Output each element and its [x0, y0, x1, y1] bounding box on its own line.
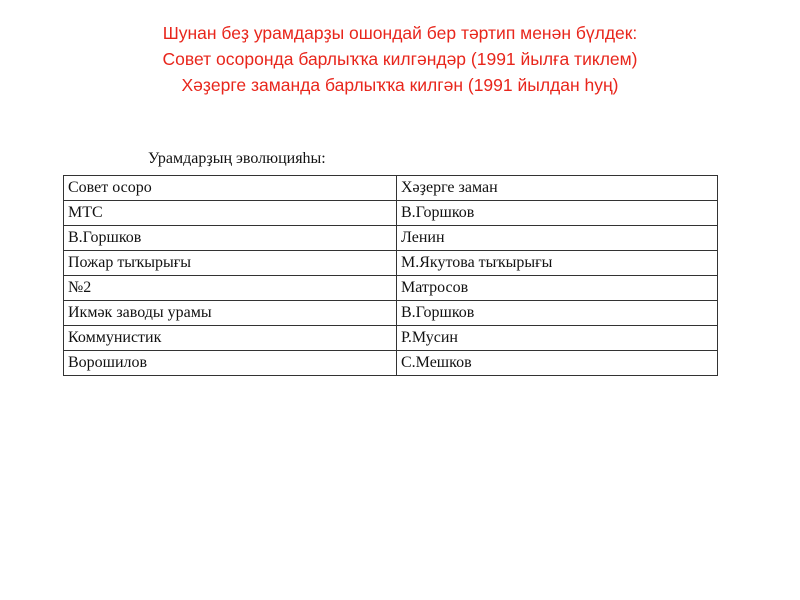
table-cell-soviet: Совет осоро — [64, 176, 397, 201]
table-cell-modern: Хәҙерге заман — [397, 176, 718, 201]
table-cell-modern: В.Горшков — [397, 301, 718, 326]
table-row — [64, 301, 718, 326]
street-evolution-table — [63, 175, 718, 376]
table-row — [64, 276, 718, 301]
heading-line-1: Шунан беҙ урамдарҙы ошондай бер тәртип менән бүлдек: — [162, 23, 638, 43]
table-row — [64, 201, 718, 226]
table-row — [64, 351, 718, 376]
table-caption: Урамдарҙың эволюцияһы: — [148, 150, 326, 167]
table-cell-soviet: В.Горшков — [64, 226, 397, 251]
slide-heading — [0, 20, 800, 98]
heading-line-3: Хәҙерге заманда барлыҡҡа килгән (1991 йылдан һуң) — [181, 75, 619, 95]
table-row — [64, 251, 718, 276]
heading-line-2: Совет осоронда барлыҡҡа килгәндәр (1991 йылға тиклем) — [162, 49, 638, 69]
table-cell-modern: Ленин — [397, 226, 718, 251]
table-row — [64, 176, 718, 201]
table-cell-soviet: Коммунистик — [64, 326, 397, 351]
table-cell-soviet: №2 — [64, 276, 397, 301]
table-cell-modern: Р.Мусин — [397, 326, 718, 351]
table-row — [64, 226, 718, 251]
table-cell-soviet: Икмәк заводы урамы — [64, 301, 397, 326]
table-cell-modern: Матросов — [397, 276, 718, 301]
table-cell-modern: В.Горшков — [397, 201, 718, 226]
table-cell-soviet: Пожар тыҡырығы — [64, 251, 397, 276]
table-cell-modern: С.Мешков — [397, 351, 718, 376]
table-cell-modern: М.Якутова тыҡырығы — [397, 251, 718, 276]
table-row — [64, 326, 718, 351]
table-cell-soviet: Ворошилов — [64, 351, 397, 376]
table-cell-soviet: МТС — [64, 201, 397, 226]
